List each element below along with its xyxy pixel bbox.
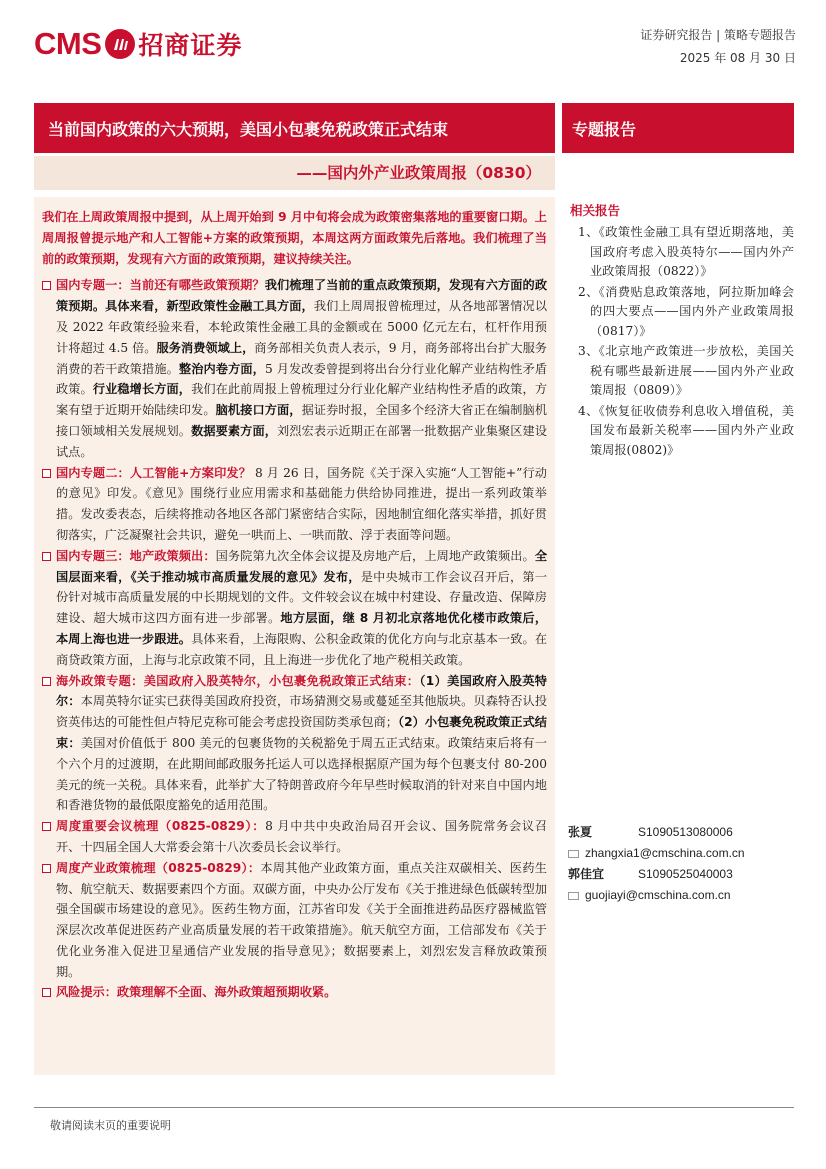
brand-logo — [34, 24, 242, 64]
bullet-industry-policy — [42, 858, 547, 983]
analyst-license: S1090513080006 — [638, 825, 733, 839]
bold-text: 脑机接口方面， — [215, 403, 302, 418]
bullet-square-icon — [42, 822, 51, 831]
bold-text: （2）小包裹免税政策正式结束： — [56, 715, 547, 750]
doc-type: 证券研究报告 | 策略专题报告 — [640, 28, 796, 42]
bullet-square-icon — [42, 988, 51, 997]
bold-text: 整治内卷方面， — [178, 361, 265, 376]
bullet-heading: 国内专题二：人工智能+方案印发？ — [56, 465, 252, 480]
related-reports-title: 相关报告 — [570, 203, 621, 218]
body-text: 商务部相关负责人表示，9 月，商务部将出台扩大服务消费的若干政策措施。 — [56, 340, 547, 376]
bold-text: 全国层面来看，《关于推动城市高质量发展的意见》发布， — [56, 548, 548, 584]
bullet-heading: 周度产业政策梳理（0825-0829）： — [56, 860, 261, 875]
analyst-name: 郭佳宜 — [568, 867, 605, 881]
body-text: 5 月发改委曾提到将出台分行业化解产业结构性矛盾政策。 — [56, 361, 548, 397]
bold-text: 数据要素方面， — [191, 423, 278, 438]
footer-note: 敬请阅读末页的重要说明 — [50, 1119, 171, 1132]
bullet-square-icon — [42, 281, 51, 290]
related-reports-list — [562, 223, 794, 460]
logo-emblem-icon — [105, 29, 135, 59]
bold-text: 地方层面，继 8 月初北京落地优化楼市政策后，本周上海也进一步跟进。 — [56, 611, 548, 646]
bullet-heading: 国内专题三：地产政策频出： — [56, 548, 216, 563]
bold-text: （1）美国政府入股英特尔： — [56, 673, 547, 709]
analyst-email-row — [568, 885, 798, 906]
related-report-item[interactable]: 4、《恢复征收债券利息收入增值税，美国发布最新关税率——国内外产业政策周报(0802)》 — [578, 403, 794, 457]
side-column — [562, 197, 794, 461]
bullet-square-icon — [42, 469, 51, 478]
related-report-item[interactable]: 1、《政策性金融工具有望近期落地，美国政府考虑入股英特尔——国内外产业政策周报（0822）》 — [578, 225, 794, 278]
analyst-email[interactable]: zhangxia1@cmschina.com.cn — [585, 846, 745, 860]
analyst-email-row — [568, 843, 798, 864]
body-text: 刘烈宏表示近期正在部署一批数据产业集聚区建设试点。 — [56, 423, 548, 459]
body-text: 本周英特尔证实已获得美国政府投资，市场猜测交易或蔓延至其他版块。贝森特否认投资英伟达的可能性但卢特尼克称可能会考虑投资国防类承包商； — [56, 694, 548, 730]
bold-text: 我们梳理了当前的重点政策预期，发现有六方面的政策预期。具体来看，新型政策性金融工具方面， — [56, 278, 548, 314]
related-report-item[interactable]: 2、《消费贴息政策落地，阿拉斯加峰会的四大要点——国内外产业政策周报（0817）》 — [578, 284, 794, 338]
bullet-heading: 海外政策专题：美国政府入股英特尔，小包裹免税政策正式结束： — [56, 673, 420, 688]
body-text: 据证券时报，全国多个经济大省正在编制脑机接口领域相关发展规划。 — [56, 403, 548, 438]
body-text: 8 月中共中央政治局召开会议、国务院常务会议召开、十四届全国人大常委会第十八次委员长会议举行。 — [56, 819, 547, 854]
intro-summary: 我们在上周政策周报中提到，从上周开始到 9 月中旬将会成为政策密集落地的重要窗口期。上周周报曾提示地产和人工智能+方案的政策预期，本周这两方面政策先后落地。我们梳理了当前的政策预期，发现有六方面的政策预期，建议持续关注。 — [42, 210, 547, 266]
bullet-heading: 国内专题一：当前还有哪些政策预期？ — [56, 278, 265, 293]
bullet-square-icon — [42, 864, 51, 873]
report-title: 当前国内政策的六大预期，美国小包裹免税政策正式结束 — [34, 103, 555, 153]
side-header: 专题报告 — [562, 103, 794, 153]
body-text: 本周其他产业政策方面，重点关注双碳相关、医药生物、航空航天、数据要素四个方面。双碳方面，中央办公厅发布《关于推进绿色低碳转型加强全国碳市场建设的意见》。医药生物方面，江苏省印发《关于全面推进药品医疗器械监管深层次改革促进医药产业高质量发展的若干政策措施》。航天航空方面，工信部发布《关于优化业务准入促进卫星通信产业发展的指导意见》；数据要素上，刘烈宏发言释放政策预期。 — [56, 860, 547, 979]
bullet-overseas — [42, 671, 547, 817]
bullet-heading: 周度重要会议梳理（0825-0829）： — [56, 819, 266, 834]
bullet-risk — [42, 982, 547, 1003]
analyst-row — [568, 822, 798, 843]
logo-chinese-text: 招商证券 — [138, 31, 243, 60]
report-subtitle: ——国内外产业政策周报（0830） — [34, 156, 555, 190]
body-text: 美国对价值低于 800 美元的包裹货物的关税豁免于周五正式结束。政策结束后将有一个六个月的过渡期，在此期间邮政服务托运人可以选择根据原产国为每个包裹支付 80-200 美元的统一关税。具体来看，此举扩大了特朗普政府今年早些时候取消的针对来自中国内地和香港货物的最低限度豁免的适用范围。 — [56, 735, 548, 813]
body-text: 具体来看，上海限购、公积金政策的优化方向与北京基本一致。在商贷政策方面，上海与北京政策不同，且上海进一步优化了地产税相关政策。 — [56, 631, 548, 667]
bullet-domestic-3 — [42, 546, 547, 671]
mail-icon — [568, 850, 579, 858]
analyst-license: S1090525040003 — [638, 867, 733, 881]
bullet-domestic-1 — [42, 275, 547, 462]
analyst-row — [568, 864, 798, 885]
footer-divider — [34, 1107, 794, 1108]
body-text: 8 月 26 日，国务院《关于深入实施“人工智能+”行动的意见》印发。《意见》围绕行业应用需求和基础能力供给协同推进，提出一系列政策举措。发改委表态，后续将推动各地区各部门紧密结合实际，因地制宜细化落实举措，抓好贯彻落实，广泛凝聚社会共识，避免一哄而上、一哄而散、浮于表面等问题。 — [56, 465, 547, 542]
body-text: 我们上周周报曾梳理过，从各地部署情况以及 2022 年政策经验来看，本轮政策性金融工具的金额或在 5000 亿元左右，杠杆作用预计将超过 4.5 倍。 — [56, 299, 548, 355]
bullet-domestic-2 — [42, 463, 547, 546]
bullet-meetings — [42, 816, 547, 858]
bullet-square-icon — [42, 552, 51, 561]
body-text: 是中央城市工作会议召开后，第一份针对城市高质量发展的中长期规划的文件。文件较会议在城中村建设、存量改造、保障房建设、超大城市这四方面有进一步部署。 — [56, 569, 548, 626]
body-text: 我们在此前周报上曾梳理过分行业化解产业结构性矛盾的政策，方案有望于近期开始陆续印发。 — [56, 382, 548, 418]
analyst-name: 张夏 — [568, 825, 593, 839]
analyst-email[interactable]: guojiayi@cmschina.com.cn — [585, 888, 731, 902]
bullet-heading: 风险提示：政策理解不全面、海外政策超预期收紧。 — [56, 985, 337, 1000]
related-report-item[interactable]: 3、《北京地产政策进一步放松，美国关税有哪些最新进展——国内外产业政策周报（0809）》 — [578, 344, 794, 397]
bullet-square-icon — [42, 677, 51, 686]
bold-text: 行业稳增长方面， — [92, 382, 192, 397]
logo-latin-text: CMS — [34, 26, 102, 61]
analyst-block — [568, 822, 798, 906]
main-content — [34, 197, 555, 1075]
report-date: 2025 年 08 月 30 日 — [679, 51, 796, 65]
bold-text: 服务消费领域上， — [156, 340, 255, 355]
body-text: 国务院第九次全体会议提及房地产后，上周地产政策频出。 — [215, 548, 535, 563]
mail-icon — [568, 892, 579, 900]
